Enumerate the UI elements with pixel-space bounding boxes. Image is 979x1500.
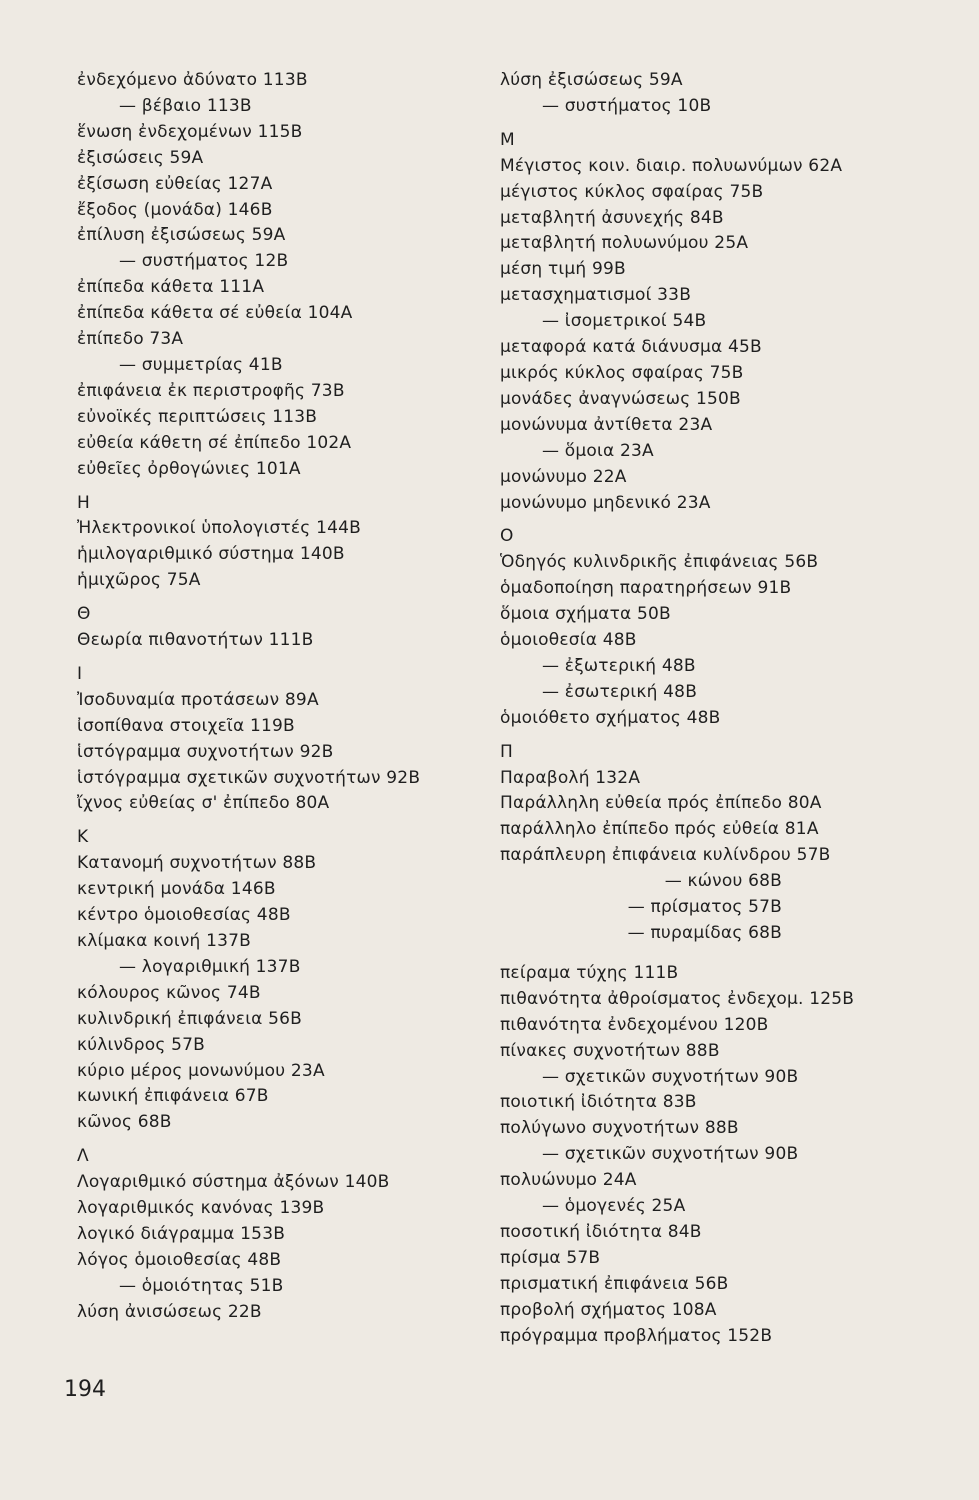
- index-entry: Ἠλεκτρονικοί ὑπολογιστές 144Β: [77, 518, 361, 539]
- index-section-letter: Θ: [77, 604, 91, 625]
- index-entry: ἔξοδος (μονάδα) 146Β: [77, 199, 273, 220]
- index-entry: κύριο μέρος μονωνύμου 23Α: [77, 1060, 325, 1081]
- index-subentry: — ἐξωτερική 48Β: [542, 655, 696, 676]
- index-entry: κυλινδρική ἐπιφάνεια 56Β: [77, 1008, 303, 1029]
- index-entry: πρίσμα 57Β: [500, 1247, 601, 1268]
- index-subentry: — συστήματος 10Β: [542, 95, 712, 116]
- index-entry: μικρός κύκλος σφαίρας 75Β: [500, 362, 744, 383]
- index-entry: ἐπίπεδα κάθετα σέ εὐθεία 104Α: [77, 303, 353, 324]
- index-subentry: — ὁμοιότητας 51Β: [119, 1275, 284, 1296]
- index-entry: λογαριθμικός κανόνας 139Β: [77, 1198, 325, 1219]
- index-entry: μεταφορά κατά διάνυσμα 45Β: [500, 337, 762, 358]
- index-entry: ἱστόγραμμα σχετικῶν συχνοτήτων 92Β: [77, 767, 421, 788]
- index-entry: ἕνωση ἐνδεχομένων 115Β: [77, 121, 303, 142]
- index-entry: κόλουρος κῶνος 74Β: [77, 982, 261, 1003]
- index-entry: ἰσοπίθανα στοιχεῖα 119Β: [77, 715, 295, 736]
- index-entry: μεταβλητή πολυωνύμου 25Α: [500, 233, 749, 254]
- index-subentry: — ἐσωτερική 48Β: [542, 681, 698, 702]
- index-section-letter: Λ: [77, 1146, 89, 1167]
- index-entry: προβολή σχήματος 108Α: [500, 1299, 717, 1320]
- index-entry: ὁμοιοθεσία 48Β: [500, 630, 637, 651]
- index-subentry: — ὁμογενές 25Α: [542, 1196, 686, 1217]
- index-entry: Ὁδηγός κυλινδρικῆς ἐπιφάνειας 56Β: [500, 552, 819, 573]
- index-subentry: — βέβαιο 113Β: [119, 95, 252, 116]
- index-entry: κέντρο ὁμοιοθεσίας 48Β: [77, 905, 291, 926]
- index-entry: ἐπίπεδα κάθετα 111Α: [77, 277, 265, 298]
- index-entry: ἱστόγραμμα συχνοτήτων 92Β: [77, 741, 334, 762]
- index-entry: Κατανομή συχνοτήτων 88Β: [77, 853, 317, 874]
- index-entry: Θεωρία πιθανοτήτων 111Β: [77, 630, 314, 651]
- index-entry: ἐνδεχόμενο ἀδύνατο 113Β: [77, 70, 308, 90]
- index-entry: πολύγωνο συχνοτήτων 88Β: [500, 1118, 739, 1139]
- index-entry: πείραμα τύχης 111Β: [500, 962, 679, 983]
- index-column-right: [500, 68, 960, 1350]
- index-entry: εὐθεία κάθετη σέ ἐπίπεδο 102Α: [77, 432, 352, 453]
- index-entry: ὁμοιόθετο σχήματος 48Β: [500, 707, 721, 728]
- index-entry: ἡμιλογαριθμικό σύστημα 140Β: [77, 544, 345, 565]
- index-entry: κῶνος 68Β: [77, 1112, 172, 1133]
- index-section-letter: Π: [500, 741, 513, 762]
- index-entry: ἐπίπεδο 73Α: [77, 329, 184, 350]
- index-entry: Παραβολή 132Α: [500, 767, 641, 788]
- index-subentry: — σχετικῶν συχνοτήτων 90Β: [542, 1144, 799, 1165]
- index-entry: ποσοτική ἰδιότητα 84Β: [500, 1221, 702, 1242]
- index-entry: λόγος ὁμοιοθεσίας 48Β: [77, 1249, 282, 1270]
- index-entry: πιθανότητα ἐνδεχομένου 120Β: [500, 1014, 769, 1035]
- index-entry: πολυώνυμο 24Α: [500, 1170, 637, 1191]
- index-subentry: — κώνου 68Β: [664, 871, 782, 892]
- index-entry: λύση ἐξισώσεως 59Α: [500, 70, 683, 90]
- index-entry: κωνική ἐπιφάνεια 67Β: [77, 1086, 269, 1107]
- index-subentry: — πρίσματος 57Β: [627, 897, 782, 918]
- index-section-letter: Η: [77, 492, 90, 513]
- index-entry: ἐξισώσεις 59Α: [77, 147, 204, 168]
- index-subentry: — συστήματος 12Β: [119, 251, 289, 272]
- index-entry: κεντρική μονάδα 146Β: [77, 879, 276, 900]
- index-section-letter: Ι: [77, 663, 83, 684]
- index-entry: λύση ἀνισώσεως 22Β: [77, 1301, 262, 1322]
- index-entry: πρόγραμμα προβλήματος 152Β: [500, 1325, 773, 1346]
- index-section-letter: Ο: [500, 526, 514, 547]
- index-entry: Μέγιστος κοιν. διαιρ. πολυωνύμων 62Α: [500, 155, 843, 176]
- index-entry: μέση τιμή 99Β: [500, 259, 626, 280]
- index-entry: Παράλληλη εὐθεία πρός ἐπίπεδο 80Α: [500, 793, 822, 814]
- index-entry: ἐπιφάνεια ἐκ περιστροφῆς 73Β: [77, 380, 345, 401]
- index-entry: παράλληλο ἐπίπεδο πρός εὐθεία 81Α: [500, 819, 819, 840]
- index-entry: ἡμιχῶρος 75Α: [77, 570, 201, 591]
- index-entry: ἴχνος εὐθείας σ' ἐπίπεδο 80Α: [77, 793, 330, 814]
- index-entry: κλίμακα κοινή 137Β: [77, 931, 252, 951]
- page-number: 194: [64, 1377, 106, 1402]
- index-subentry: — συμμετρίας 41Β: [119, 354, 283, 375]
- index-entry: κύλινδρος 57Β: [77, 1034, 206, 1055]
- index-entry: μονάδες ἀναγνώσεως 150Β: [500, 388, 741, 409]
- index-entry: πρισματική ἐπιφάνεια 56Β: [500, 1273, 729, 1294]
- index-entry: εὐθεῖες ὀρθογώνιες 101Α: [77, 458, 301, 479]
- index-entry: ὅμοια σχήματα 50Β: [500, 604, 671, 625]
- index-subentry: — ὅμοια 23Α: [542, 440, 654, 461]
- index-entry: παράπλευρη ἐπιφάνεια κυλίνδρου 57Β: [500, 845, 831, 866]
- index-column-left: [77, 68, 487, 1326]
- index-subentry: — ἰσομετρικοί 54Β: [542, 311, 707, 332]
- index-section-letter: Μ: [500, 129, 515, 150]
- index-entry: μονώνυμο 22Α: [500, 466, 627, 487]
- index-subentry: — πυραμίδας 68Β: [627, 923, 782, 943]
- index-entry: μονώνυμο μηδενικό 23Α: [500, 492, 711, 513]
- index-entry: Ἰσοδυναμία προτάσεων 89Α: [77, 689, 319, 710]
- index-entry: εὐνοϊκές περιπτώσεις 113Β: [77, 406, 318, 427]
- index-entry: μέγιστος κύκλος σφαίρας 75Β: [500, 181, 764, 202]
- index-entry: λογικό διάγραμμα 153Β: [77, 1223, 286, 1244]
- index-entry: ὁμαδοποίηση παρατηρήσεων 91Β: [500, 578, 792, 599]
- index-entry: μονώνυμα ἀντίθετα 23Α: [500, 414, 713, 435]
- index-entry: ἐπίλυση ἐξισώσεως 59Α: [77, 225, 286, 246]
- index-entry: πιθανότητα ἀθροίσματος ἐνδεχομ. 125Β: [500, 988, 855, 1009]
- index-entry: ἐξίσωση εὐθείας 127Α: [77, 173, 273, 194]
- index-subentry: — σχετικῶν συχνοτήτων 90Β: [542, 1066, 799, 1087]
- index-entry: ποιοτική ἰδιότητα 83Β: [500, 1092, 697, 1113]
- index-entry: Λογαριθμικό σύστημα ἀξόνων 140Β: [77, 1172, 390, 1193]
- index-section-letter: Κ: [77, 827, 89, 848]
- index-entry: μεταβλητή ἀσυνεχής 84Β: [500, 207, 724, 228]
- index-subentry: — λογαριθμική 137Β: [119, 956, 301, 977]
- index-entry: μετασχηματισμοί 33Β: [500, 285, 692, 306]
- index-entry: πίνακες συχνοτήτων 88Β: [500, 1040, 720, 1061]
